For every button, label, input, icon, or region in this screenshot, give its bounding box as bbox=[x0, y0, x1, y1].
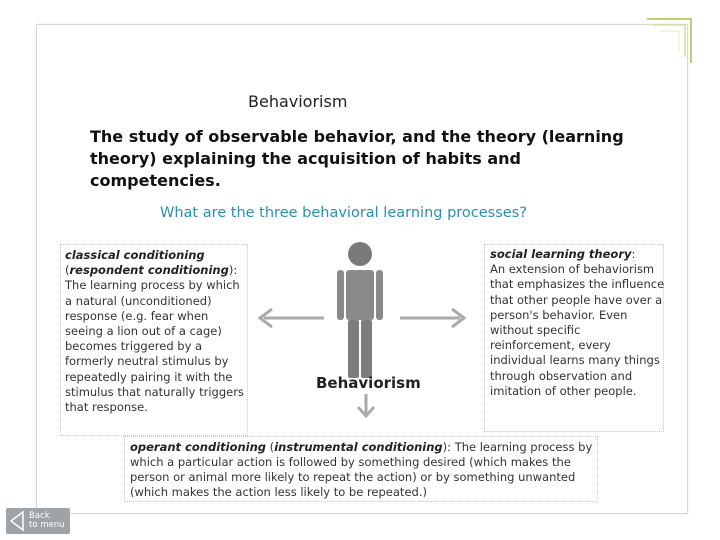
respondent-conditioning-term: respondent conditioning bbox=[69, 263, 229, 278]
classical-conditioning-body: The learning process by which a natural (unconditioned) response (e.g. fear when seeing a lion out of a cage) becomes triggered by a formerly neutral stimulus by repeatedly pairing it with the stimulus that naturally triggers that response. bbox=[65, 278, 244, 415]
back-triangle-icon bbox=[8, 509, 26, 533]
back-button-label bbox=[29, 512, 65, 530]
social-learning-term: social learning theory bbox=[490, 247, 632, 261]
classical-conditioning-term: classical conditioning bbox=[65, 248, 205, 262]
left-arrow-icon bbox=[254, 306, 326, 330]
corner-decoration-icon bbox=[639, 17, 693, 71]
operant-conditioning-term: operant conditioning bbox=[130, 440, 267, 454]
back-label-line2: to menu bbox=[29, 520, 65, 530]
social-learning-panel: social learning theory: An extension of behaviorism that emphasizes the influence that other people have over a person's behavior. Even without specific reinforcement, every individual learns many things through observation and imitation of other people. bbox=[490, 247, 665, 398]
back-to-menu-button[interactable] bbox=[6, 508, 70, 534]
question-text: What are the three behavioral learning processes? bbox=[160, 205, 527, 221]
operant-conditioning-panel: operant conditioning (instrumental conditioning): The learning process by which a particular action is followed by something desired (which makes the person or animal more likely to repeat the action) or by something unwanted (which makes the action less likely to be repeated.) bbox=[130, 440, 593, 499]
center-label: Behaviorism bbox=[316, 374, 421, 392]
social-learning-body: An extension of behaviorism that emphasizes the influence that other people have over a person's behavior. Even without specific reinforcement, every individual learns many things through observation and imitation of other people. bbox=[490, 262, 665, 398]
operant-conditioning-body: The learning process by which a particular action is followed by something desired (which makes the person or animal more likely to repeat the action) or by something unwanted (which makes the action less likely to be repeated.) bbox=[130, 440, 593, 499]
back-label-line1: Back bbox=[29, 511, 50, 521]
definition-text: The study of observable behavior, and the theory (learning theory) explaining the acquisition of habits and competencies. bbox=[90, 127, 624, 190]
slide-title: Behaviorism bbox=[248, 92, 348, 111]
person-figure-icon bbox=[336, 240, 384, 380]
instrumental-conditioning-term: instrumental conditioning bbox=[274, 440, 443, 454]
classical-conditioning-panel: classical conditioning (respondent conditioning): The learning process by which a natural (unconditioned) response (e.g. fear when seeing a lion out of a cage) becomes triggered by a formerly neutral stimulus by repeatedly pairing it with the stimulus that naturally triggers that response. bbox=[65, 248, 244, 415]
down-arrow-icon bbox=[354, 392, 378, 420]
right-arrow-icon bbox=[398, 306, 470, 330]
